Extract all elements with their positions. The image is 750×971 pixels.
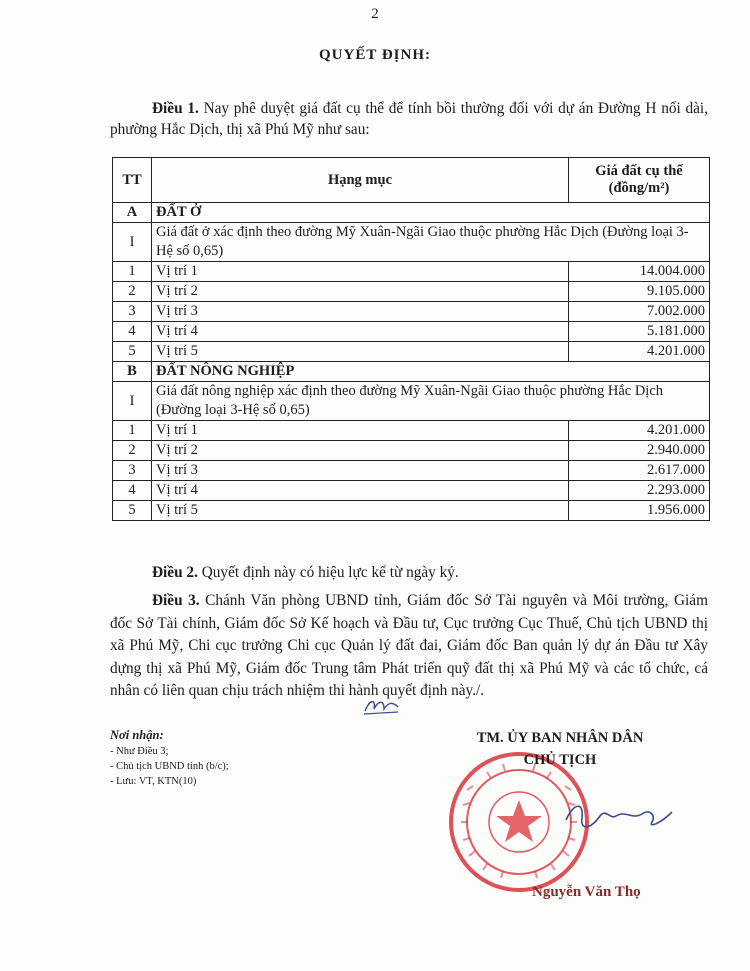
row-price: 4.201.000	[569, 421, 710, 441]
row-price: 9.105.000	[569, 282, 710, 302]
signature-block	[445, 727, 675, 771]
article-2	[110, 562, 708, 583]
recipient-item: - Lưu: VT, KTN(10)	[110, 776, 197, 787]
signer-position: CHỦ TỊCH	[523, 752, 597, 768]
row-item: Vị trí 1	[152, 262, 569, 282]
row-tt: 5	[113, 342, 152, 362]
article-1-text: Nay phê duyệt giá đất cụ thể để tính bồi thường đối với dự án Đường H nối dài, phường Hắc Dịch, thị xã Phú Mỹ như sau:	[110, 100, 708, 138]
table-row	[113, 322, 710, 342]
row-item: Vị trí 4	[152, 322, 569, 342]
row-tt: 2	[113, 441, 152, 461]
row-price: 2.293.000	[569, 481, 710, 501]
header-tt: TT	[113, 158, 152, 203]
signer-organization: TM. ỦY BAN NHÂN DÂN	[476, 730, 644, 746]
group-b-code: I	[113, 382, 152, 421]
group-a-code: I	[113, 223, 152, 262]
header-item: Hạng mục	[152, 158, 569, 203]
table-row	[113, 262, 710, 282]
section-b-code: B	[113, 362, 152, 382]
row-price: 2.940.000	[569, 441, 710, 461]
row-tt: 5	[113, 501, 152, 521]
handwritten-mark-icon	[362, 695, 402, 717]
table-row	[113, 421, 710, 441]
article-1-label: Điều 1.	[152, 100, 199, 117]
article-3-label: Điều 3.	[152, 592, 200, 609]
row-tt: 4	[113, 322, 152, 342]
table-row	[113, 501, 710, 521]
row-price: 5.181.000	[569, 322, 710, 342]
table-row	[113, 441, 710, 461]
row-tt: 4	[113, 481, 152, 501]
row-item: Vị trí 5	[152, 342, 569, 362]
recipient-item: - Như Điều 3;	[110, 746, 169, 757]
article-1	[110, 98, 708, 140]
row-item: Vị trí 5	[152, 501, 569, 521]
row-tt: 1	[113, 421, 152, 441]
page-number: 2	[371, 6, 379, 22]
section-a-name: ĐẤT Ở	[152, 203, 710, 223]
table-row	[113, 282, 710, 302]
table-row	[113, 461, 710, 481]
recipients-block	[110, 728, 380, 789]
article-3-text: Chánh Văn phòng UBND tỉnh, Giám đốc Sở Tài nguyên và Môi trường, Giám đốc Sở Tài chính, Giám đốc Sở Kế hoạch và Đầu tư, Cục trưởng Cục Thuế, Chủ tịch UBND thị xã Phú Mỹ, Chi cục trưởng Chi cục Quản lý đất đai, Giám đốc Ban quản lý dự án Đầu tư Xây dựng thị xã Phú Mỹ, Giám đốc Trung tâm Phát triển quỹ đất thị xã Phú Mỹ và các tổ chức, cá nhân có liên quan chịu trách nhiệm thi hành quyết định này./.	[110, 592, 708, 699]
table-row	[113, 481, 710, 501]
article-2-label: Điều 2.	[152, 564, 198, 581]
group-a-desc: Giá đất ở xác định theo đường Mỹ Xuân-Ngãi Giao thuộc phường Hắc Dịch (Đường loại 3-Hệ số 0,65)	[152, 223, 710, 262]
header-price: Giá đất cụ thể (đồng/m²)	[569, 158, 710, 203]
row-price: 7.002.000	[569, 302, 710, 322]
signer-name: Nguyễn Văn Thọ	[532, 884, 641, 900]
row-tt: 3	[113, 461, 152, 481]
article-3	[110, 590, 708, 703]
table-row	[113, 302, 710, 322]
land-price-table	[112, 157, 710, 521]
row-item: Vị trí 3	[152, 461, 569, 481]
row-price: 4.201.000	[569, 342, 710, 362]
section-b-name: ĐẤT NÔNG NGHIỆP	[152, 362, 710, 382]
section-a-code: A	[113, 203, 152, 223]
decision-title: QUYẾT ĐỊNH:	[319, 47, 431, 63]
row-price: 14.004.000	[569, 262, 710, 282]
row-price: 2.617.000	[569, 461, 710, 481]
row-tt: 3	[113, 302, 152, 322]
row-price: 1.956.000	[569, 501, 710, 521]
row-tt: 2	[113, 282, 152, 302]
row-item: Vị trí 4	[152, 481, 569, 501]
recipient-item: - Chủ tịch UBND tỉnh (b/c);	[110, 761, 229, 772]
row-item: Vị trí 2	[152, 282, 569, 302]
table-row	[113, 342, 710, 362]
row-item: Vị trí 3	[152, 302, 569, 322]
row-item: Vị trí 1	[152, 421, 569, 441]
recipients-heading: Nơi nhận:	[110, 728, 164, 742]
group-b-desc: Giá đất nông nghiệp xác định theo đường Mỹ Xuân-Ngãi Giao thuộc phường Hắc Dịch (Đường loại 3-Hệ số 0,65)	[152, 382, 710, 421]
row-tt: 1	[113, 262, 152, 282]
row-item: Vị trí 2	[152, 441, 569, 461]
signature-scribble-icon	[560, 790, 680, 840]
article-2-text: Quyết định này có hiệu lực kể từ ngày ký.	[201, 564, 459, 581]
